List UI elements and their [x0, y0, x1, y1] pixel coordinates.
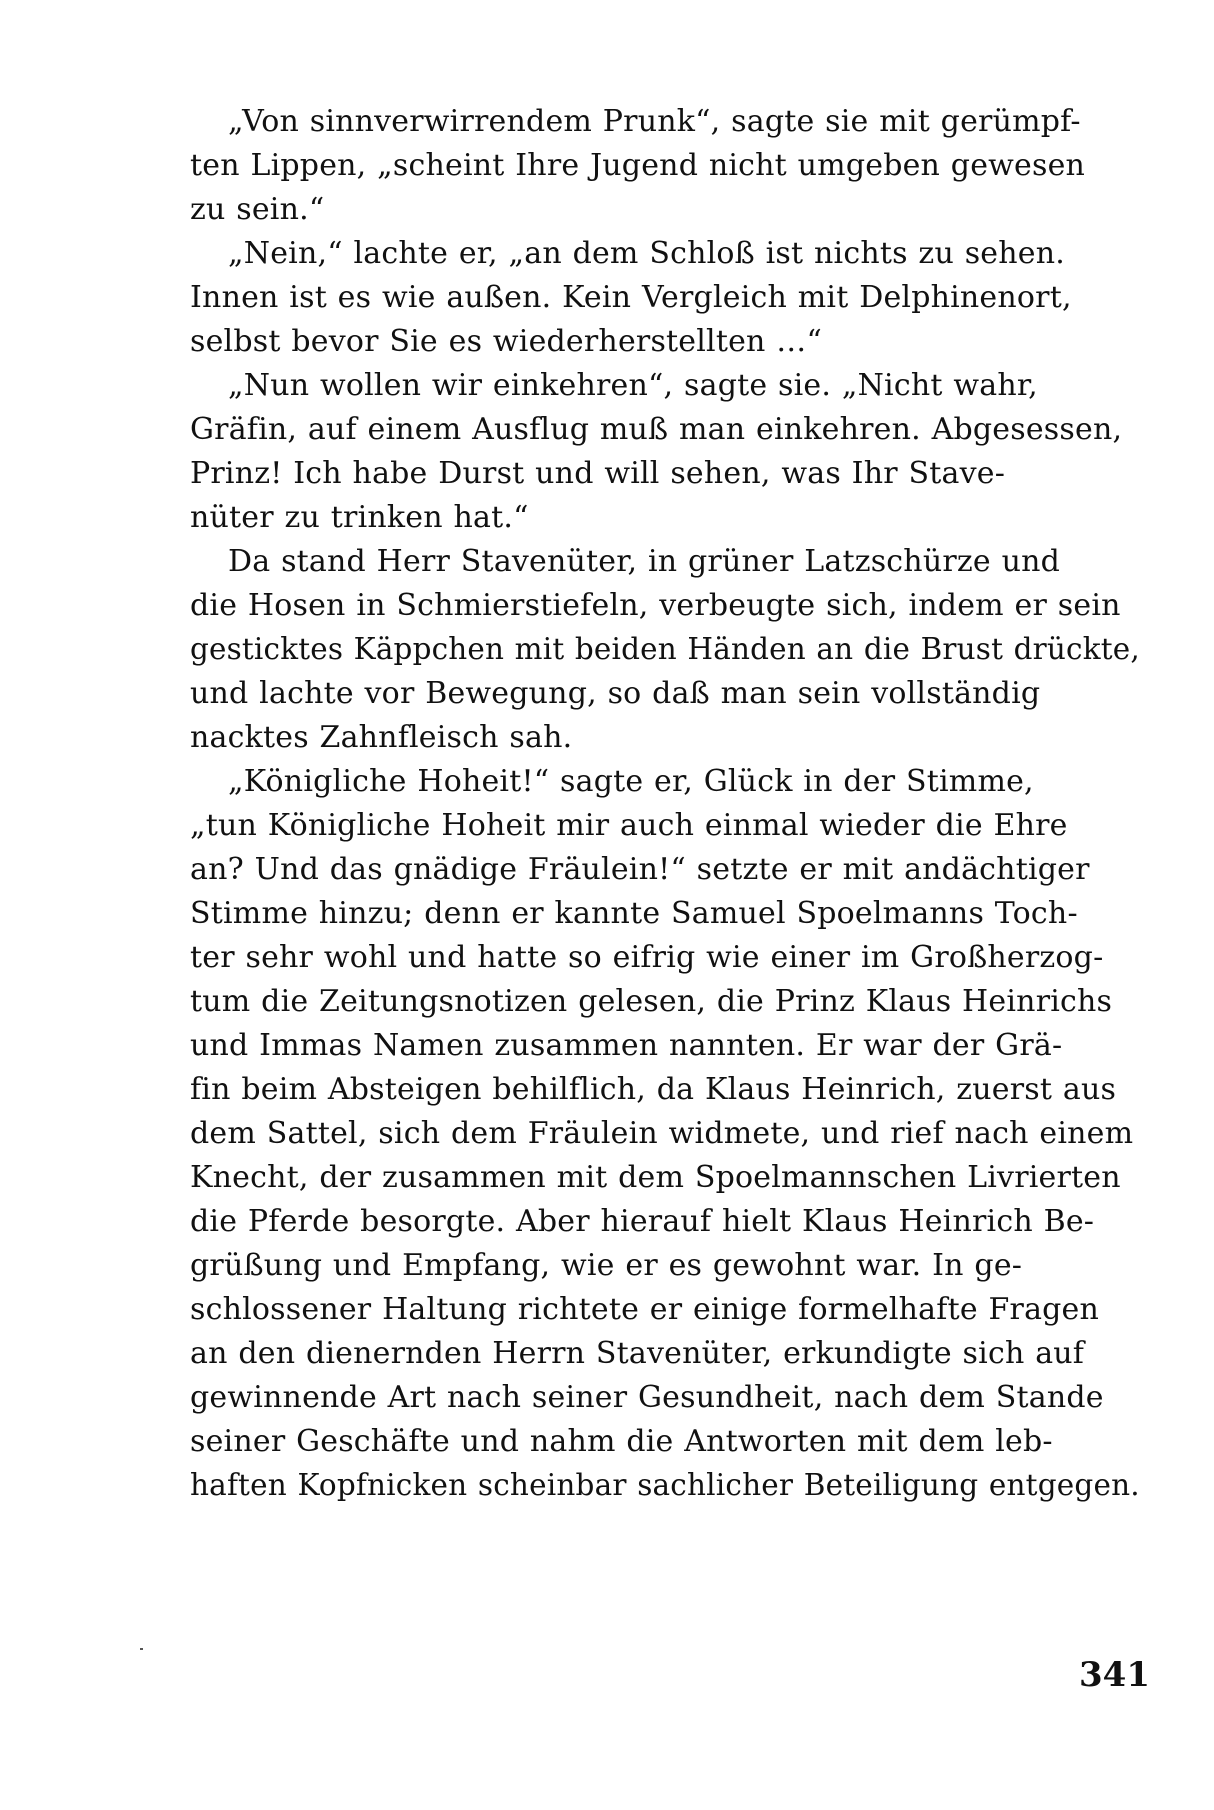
- text-line: zu sein.“: [190, 192, 325, 227]
- text-line: Prinz! Ich habe Durst und will sehen, was Ihr Stave-: [190, 456, 1006, 491]
- text-line: nacktes Zahnfleisch sah.: [190, 720, 573, 755]
- print-speck: [140, 1648, 143, 1650]
- text-line: nüter zu trinken hat.“: [190, 500, 529, 535]
- text-line: „Nein,“ lachte er, „an dem Schloß ist nichts zu sehen.: [228, 236, 1065, 271]
- text-line: haften Kopfnicken scheinbar sachlicher Beteiligung entgegen.: [190, 1468, 1140, 1503]
- text-line: „Königliche Hoheit!“ sagte er, Glück in der Stimme,: [228, 764, 1034, 799]
- text-line: Innen ist es wie außen. Kein Vergleich mit Delphinenort,: [190, 280, 1072, 315]
- text-line: an den dienernden Herrn Stavenüter, erkundigte sich auf: [190, 1336, 1085, 1371]
- text-line: gesticktes Käppchen mit beiden Händen an die Brust drückte,: [190, 632, 1140, 667]
- text-line: seiner Geschäfte und nahm die Antworten mit dem leb-: [190, 1424, 1053, 1459]
- text-line: „Nun wollen wir einkehren“, sagte sie. „Nicht wahr,: [228, 368, 1038, 403]
- text-line: und Immas Namen zusammen nannten. Er war der Grä-: [190, 1028, 1063, 1063]
- text-line: fin beim Absteigen behilflich, da Klaus Heinrich, zuerst aus: [190, 1072, 1117, 1107]
- text-line: Da stand Herr Stavenüter, in grüner Latzschürze und: [228, 544, 1061, 579]
- text-line: und lachte vor Bewegung, so daß man sein vollständig: [190, 676, 1041, 711]
- text-line: die Pferde besorgte. Aber hierauf hielt Klaus Heinrich Be-: [190, 1204, 1095, 1239]
- text-line: Gräfin, auf einem Ausflug muß man einkehren. Abgesessen,: [190, 412, 1123, 447]
- text-line: dem Sattel, sich dem Fräulein widmete, und rief nach einem: [190, 1116, 1134, 1151]
- text-line: selbst bevor Sie es wiederherstellten …“: [190, 324, 823, 359]
- text-line: Knecht, der zusammen mit dem Spoelmannschen Livrierten: [190, 1160, 1121, 1195]
- text-line: „Von sinnverwirrendem Prunk“, sagte sie mit gerümpf-: [228, 104, 1081, 139]
- text-line: tum die Zeitungsnotizen gelesen, die Prinz Klaus Heinrichs: [190, 984, 1113, 1019]
- text-line: Stimme hinzu; denn er kannte Samuel Spoelmanns Toch-: [190, 896, 1078, 931]
- page-number: 341: [1079, 1655, 1150, 1695]
- text-line: gewinnende Art nach seiner Gesundheit, nach dem Stande: [190, 1380, 1104, 1415]
- text-line: ter sehr wohl und hatte so eifrig wie einer im Großherzog-: [190, 940, 1104, 975]
- text-line: „tun Königliche Hoheit mir auch einmal wieder die Ehre: [190, 808, 1068, 843]
- text-line: grüßung und Empfang, wie er es gewohnt war. In ge-: [190, 1248, 1023, 1283]
- text-line: an? Und das gnädige Fräulein!“ setzte er mit andächtiger: [190, 852, 1090, 887]
- text-line: ten Lippen, „scheint Ihre Jugend nicht umgeben gewesen: [190, 148, 1086, 183]
- text-line: schlossener Haltung richtete er einige formelhafte Fragen: [190, 1292, 1100, 1327]
- text-line: die Hosen in Schmierstiefeln, verbeugte sich, indem er sein: [190, 588, 1121, 623]
